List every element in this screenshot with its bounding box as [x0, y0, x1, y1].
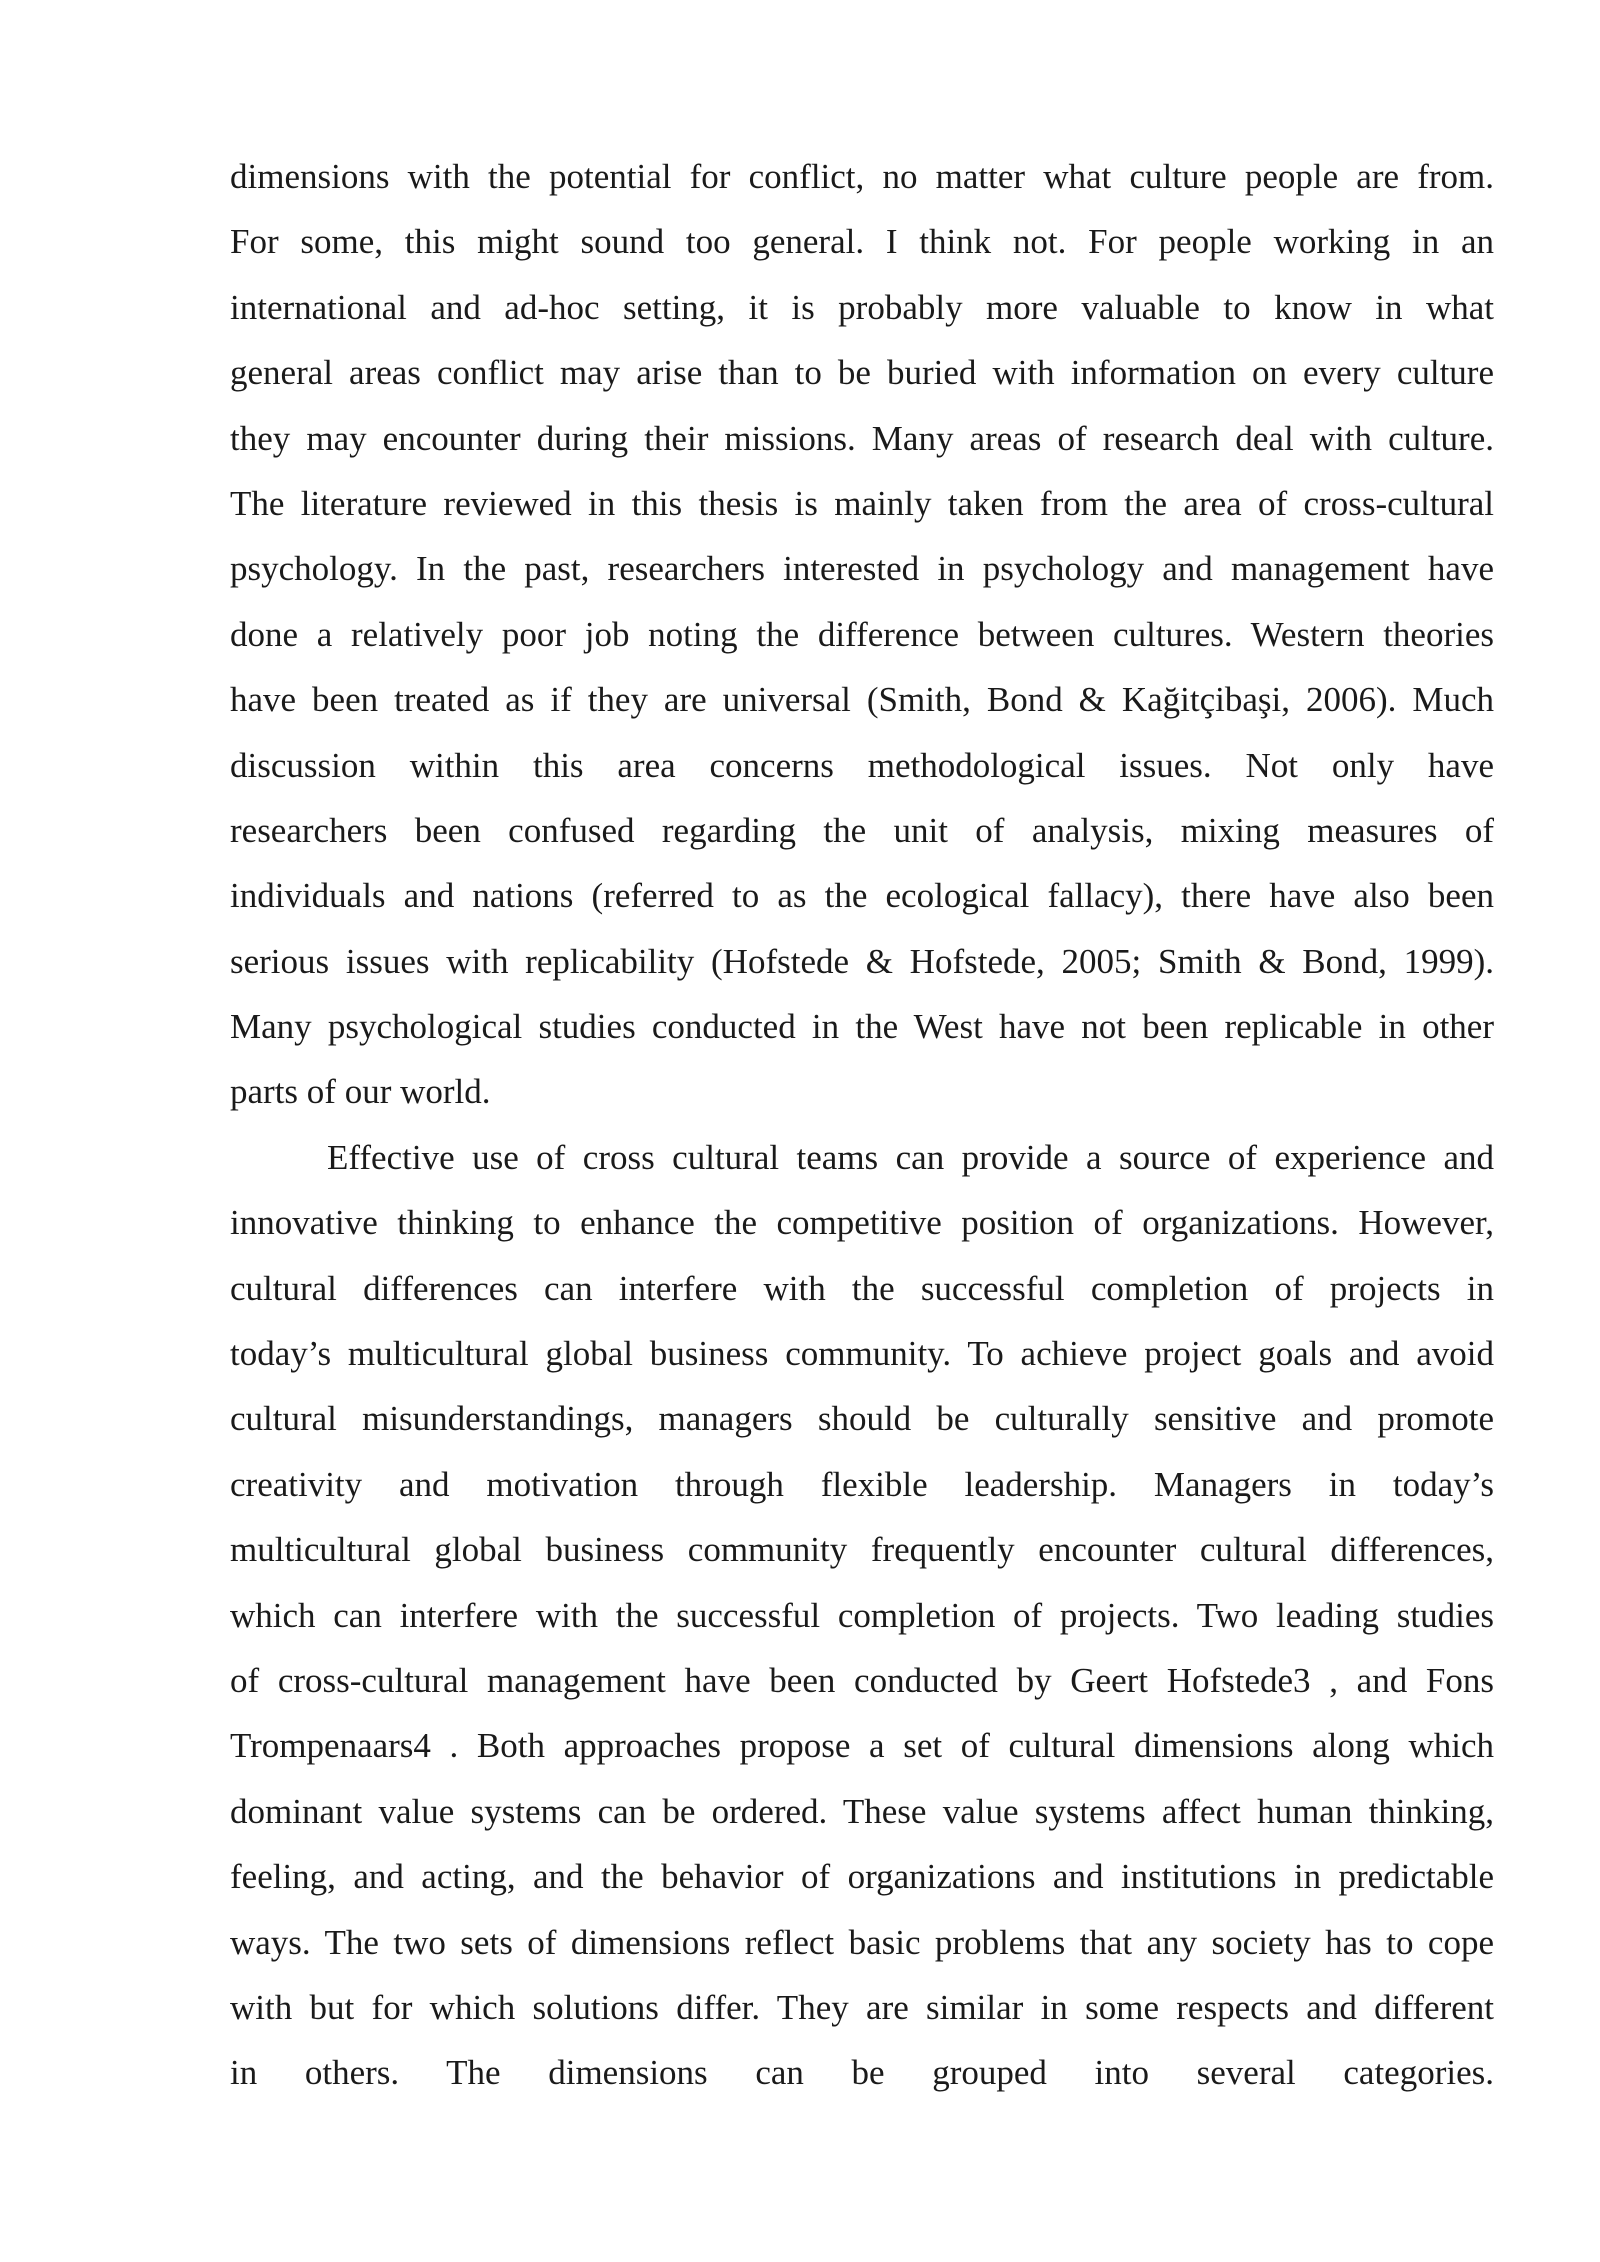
text-line: feeling, and acting, and the behavior of organizations and institutions in predictable — [230, 1857, 1494, 1897]
paragraph-2 — [230, 1125, 1494, 2106]
text-line: For some, this might sound too general. I think not. For people working in an — [230, 222, 1494, 262]
text-line: ways. The two sets of dimensions reflect basic problems that any society has to cope — [230, 1922, 1494, 1962]
text-line: psychology. In the past, researchers interested in psychology and management have — [230, 549, 1494, 589]
text-line: The literature reviewed in this thesis is mainly taken from the area of cross-cultural — [230, 483, 1494, 523]
text-line: which can interfere with the successful completion of projects. Two leading studies — [230, 1595, 1494, 1635]
text-line: discussion within this area concerns methodological issues. Not only have — [230, 745, 1494, 785]
text-line: in others. The dimensions can be grouped into several categories. — [230, 2053, 1494, 2093]
text-line: Many psychological studies conducted in the West have not been replicable in other — [230, 1007, 1494, 1047]
text-line: done a relatively poor job noting the difference between cultures. Western theories — [230, 614, 1494, 654]
text-line: international and ad-hoc setting, it is probably more valuable to know in what — [230, 287, 1494, 327]
text-line: serious issues with replicability (Hofstede & Hofstede, 2005; Smith & Bond, 1999). — [230, 941, 1494, 981]
text-line: Effective use of cross cultural teams can provide a source of experience and — [327, 1137, 1494, 1177]
text-line: researchers been confused regarding the unit of analysis, mixing measures of — [230, 810, 1494, 850]
text-line: have been treated as if they are universal (Smith, Bond & Kağitçibaşi, 2006). Much — [230, 680, 1494, 720]
text-line: creativity and motivation through flexible leadership. Managers in today’s — [230, 1464, 1494, 1504]
text-line: multicultural global business community frequently encounter cultural differences, — [230, 1530, 1494, 1570]
text-line: today’s multicultural global business community. To achieve project goals and avoid — [230, 1334, 1494, 1374]
text-line: Trompenaars4 . Both approaches propose a set of cultural dimensions along which — [230, 1726, 1494, 1766]
text-line: dimensions with the potential for conflict, no matter what culture people are from. — [230, 157, 1494, 196]
text-line: general areas conflict may arise than to be buried with information on every culture — [230, 353, 1494, 393]
body-text — [230, 144, 1494, 2106]
text-line: dominant value systems can be ordered. These value systems affect human thinking, — [230, 1791, 1494, 1831]
text-line: they may encounter during their missions. Many areas of research deal with culture. — [230, 418, 1494, 458]
text-line: cultural misunderstandings, managers should be culturally sensitive and promote — [230, 1399, 1494, 1439]
paragraph-1 — [230, 144, 1494, 1125]
text-line: cultural differences can interfere with the successful completion of projects in — [230, 1268, 1494, 1308]
text-line: with but for which solutions differ. They are similar in some respects and different — [230, 1987, 1494, 2027]
text-line: parts of our world. — [230, 1072, 491, 1112]
text-line: innovative thinking to enhance the competitive position of organizations. However, — [230, 1203, 1494, 1243]
text-line: individuals and nations (referred to as the ecological fallacy), there have also been — [230, 876, 1494, 916]
text-line: of cross-cultural management have been conducted by Geert Hofstede3 , and Fons — [230, 1660, 1494, 1700]
